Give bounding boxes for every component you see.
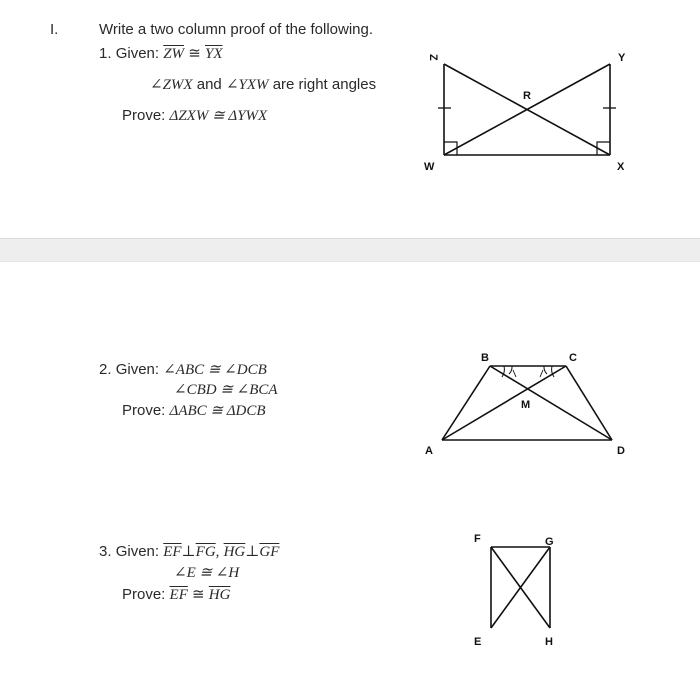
perpendicular-symbol: ⊥ [181,544,196,560]
angle-zwx: ∠ZWX [150,77,193,93]
congruent-symbol: ≅ [192,587,205,603]
label-y: Y [618,52,626,64]
angle-yxw: ∠YXW [225,77,269,93]
problem-number: 1. [99,45,112,62]
label-w: W [424,161,435,173]
label-r: R [523,90,531,102]
and-word: and [192,76,226,93]
prove-statement: ΔZXW ≅ ΔYWX [169,108,268,124]
segment-gf: $\overline{GF}$ [259,544,280,560]
given-label: Given: [115,361,160,378]
label-h: H [545,636,553,648]
given-angle-statement-1: ∠ABC ≅ ∠DCB [163,362,267,378]
label-g: G [545,536,554,548]
segment-ef: $\overline{EF}$ [163,544,182,560]
label-f: F [474,533,481,545]
section-number: I. [50,21,59,38]
label-e: E [474,636,482,648]
perpendicular-symbol: ⊥ [245,544,260,560]
prove-statement: ΔABC ≅ ΔDCB [169,403,266,419]
label-z: Z [427,54,439,61]
given-label: Given: [115,45,160,62]
label-x: X [617,161,625,173]
given-angle-statement-2: ∠CBD ≅ ∠BCA [174,382,278,398]
prove-label: Prove: [122,107,166,124]
label-b: B [481,352,489,364]
label-m: M [521,399,531,411]
label-d: D [617,445,625,457]
segment-hg: $\overline{HG}$ [223,544,246,560]
segment-ef: $\overline{EF}$ [169,587,188,603]
problem-number: 3. [99,543,112,560]
segment-fg: $\overline{FG}$ [195,544,216,560]
prove-label: Prove: [122,402,166,419]
given-angle-statement: ∠E ≅ ∠H [174,565,240,581]
label-c: C [569,352,577,364]
segment-hg: $\overline{HG}$ [208,587,231,603]
instructions: Write a two column proof of the following. [99,21,374,38]
problem-number: 2. [99,361,112,378]
congruent-symbol: ≅ [188,46,201,62]
comma: , [215,544,220,560]
given-label: Given: [115,543,160,560]
label-a: A [425,445,433,457]
segment-yx: $\overline{YX}$ [204,46,223,62]
prove-label: Prove: [122,586,166,603]
segment-zw: $\overline{ZW}$ [163,46,185,62]
right-angles-text: are right angles [268,76,377,93]
